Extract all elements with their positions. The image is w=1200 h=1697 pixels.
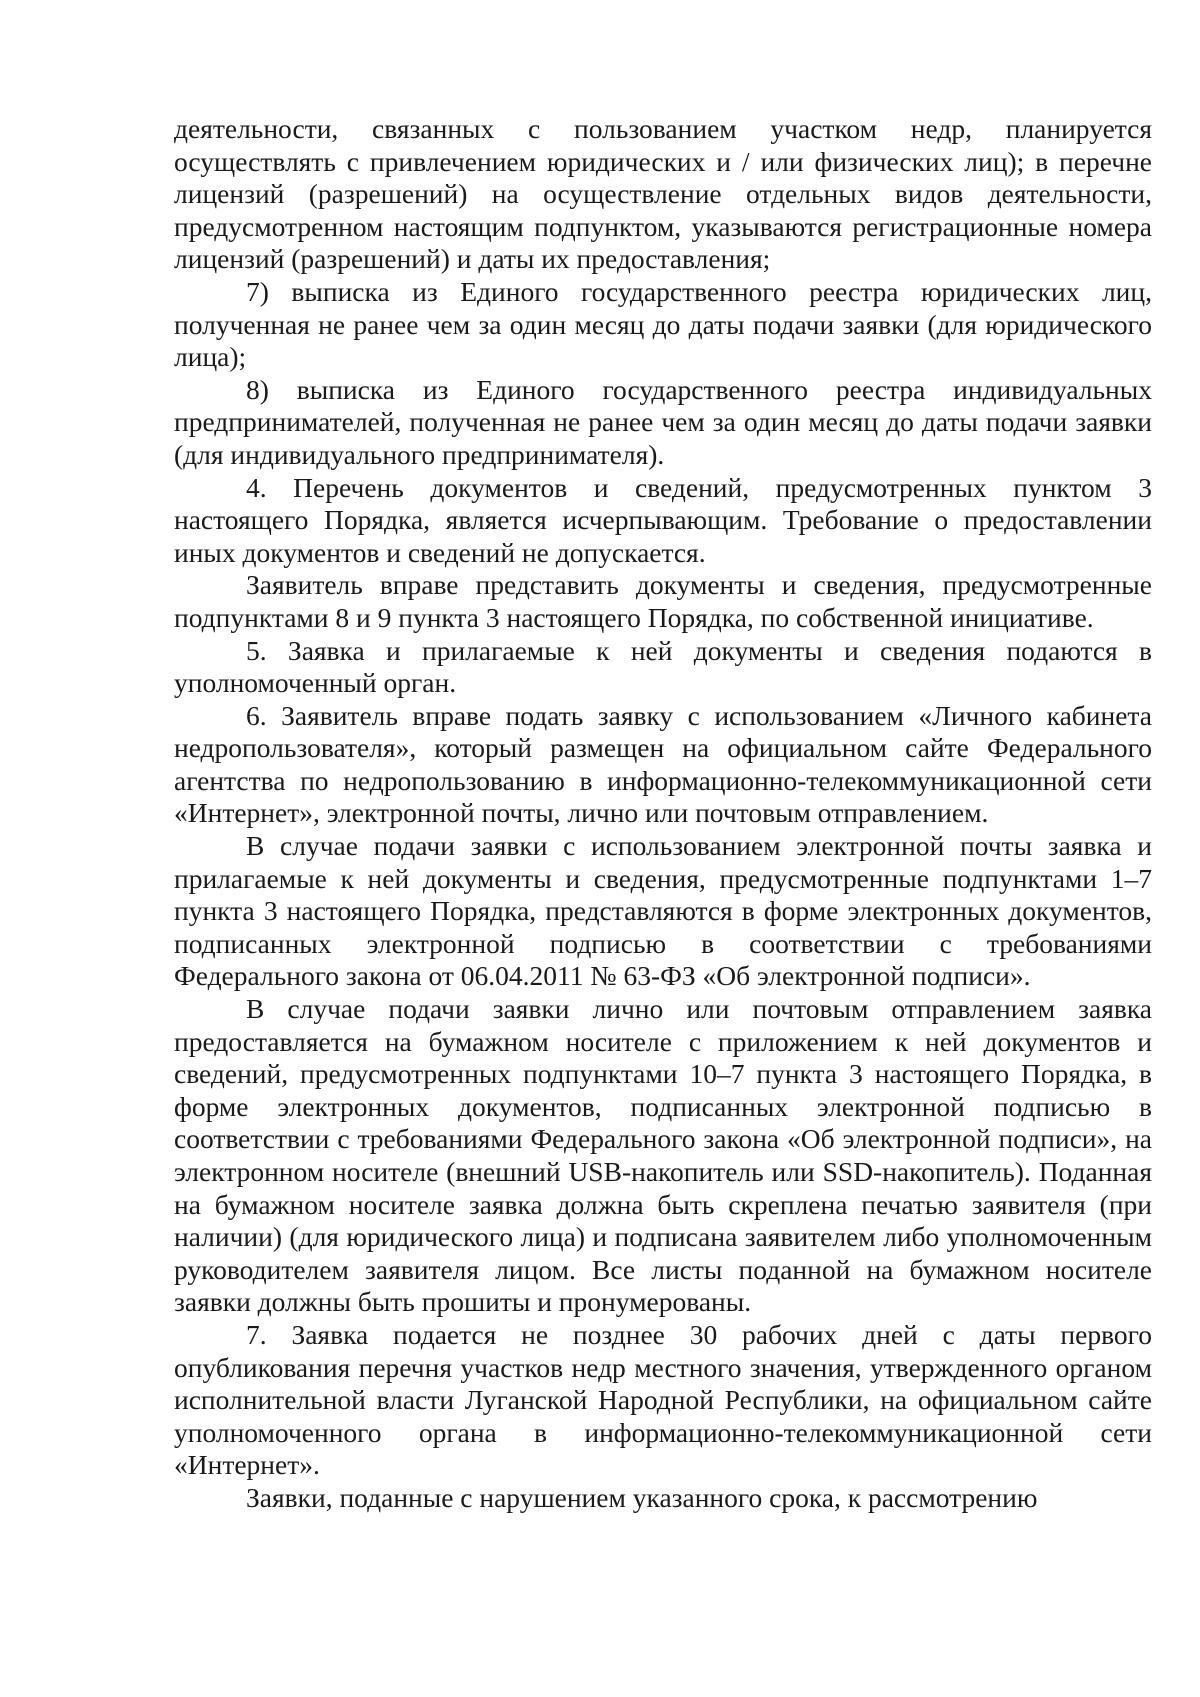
paragraph-item-8-entrepreneurs-extract: 8) выписка из Единого государственного реестра индивидуальных предпринимателей, полученная не ранее чем за один месяц до даты подачи заявки (для индивидуального предпринимателя). (174, 373, 1152, 470)
paragraph-late-applications: Заявки, поданные с нарушением указанного срока, к рассмотрению (246, 1481, 1038, 1513)
document-text-body (174, 113, 1152, 1515)
paragraph-item-7-legal-entities-extract: 7) выписка из Единого государственного реестра юридических лиц, полученная не ранее чем за один месяц до даты подачи заявки (для юридического лица); (174, 275, 1152, 373)
paragraph-licenses-continuation: деятельности, связанных с пользованием участком недр, планируется осуществлять с привлечением юридических и / или физических лиц); в перечне лицензий (разрешений) на осуществление отдельных видов деятельности, предусмотренном настоящим подпунктом, указываются регистрационные номера лицензий (разрешений) и даты их предоставления; (174, 113, 1152, 275)
paragraph-email-submission: В случае подачи заявки с использованием электронной почты заявка и прилагаемые к ней документы и сведения, предусмотренные подпунктами 1–7 пункта 3 настоящего Порядка, представляются в форме электронных документов, подписанных электронной подписью в соответствии с требованиями Федерального закона от 06.04.2011 № 63-ФЗ «Об электронной подписи». (174, 830, 1152, 992)
paragraph-section-7-deadline: 7. Заявка подается не позднее 30 рабочих дней с даты первого опубликования перечня участков недр местного значения, утвержденного органом исполнительной власти Луганской Народной Республики, на официальном сайте уполномоченного органа в информационно-телекоммуникационной сети «Интернет». (174, 1318, 1152, 1481)
paragraph-section-4-exhaustive-list: 4. Перечень документов и сведений, предусмотренных пунктом 3 настоящего Порядка, является исчерпывающим. Требование о предоставлении иных документов и сведений не допускается. (174, 471, 1152, 568)
paragraph-section-5-submission-authority: 5. Заявка и прилагаемые к ней документы и сведения подаются в уполномоченный орган. (174, 634, 1152, 699)
paragraph-section-6-submission-methods: 6. Заявитель вправе подать заявку с использованием «Личного кабинета недропользователя», который размещен на официальном сайте Федерального агентства по недропользованию в информационно-телекоммуникационной сети «Интернет», электронной почты, лично или почтовым отправлением. (174, 699, 1152, 829)
paragraph-applicant-own-initiative: Заявитель вправе представить документы и сведения, предусмотренные подпунктами 8 и 9 пункта 3 настоящего Порядка, по собственной инициативе. (174, 569, 1152, 633)
paragraph-paper-submission: В случае подачи заявки лично или почтовым отправлением заявка предоставляется на бумажном носителе с приложением к ней документов и сведений, предусмотренных подпунктами 10–7 пункта 3 настоящего Порядка, в форме электронных документов, подписанных электронной подписью в соответствии с требованиями Федерального закона «Об электронной подписи», на электронном носителе (внешний USB-накопитель или SSD-накопитель). Поданная на бумажном носителе заявка должна быть скреплена печатью заявителя (при наличии) (для юридического лица) и подписана заявителем либо уполномоченным руководителем заявителя лицом. Все листы поданной на бумажном носителе заявки должны быть прошиты и пронумерованы. (174, 993, 1152, 1318)
